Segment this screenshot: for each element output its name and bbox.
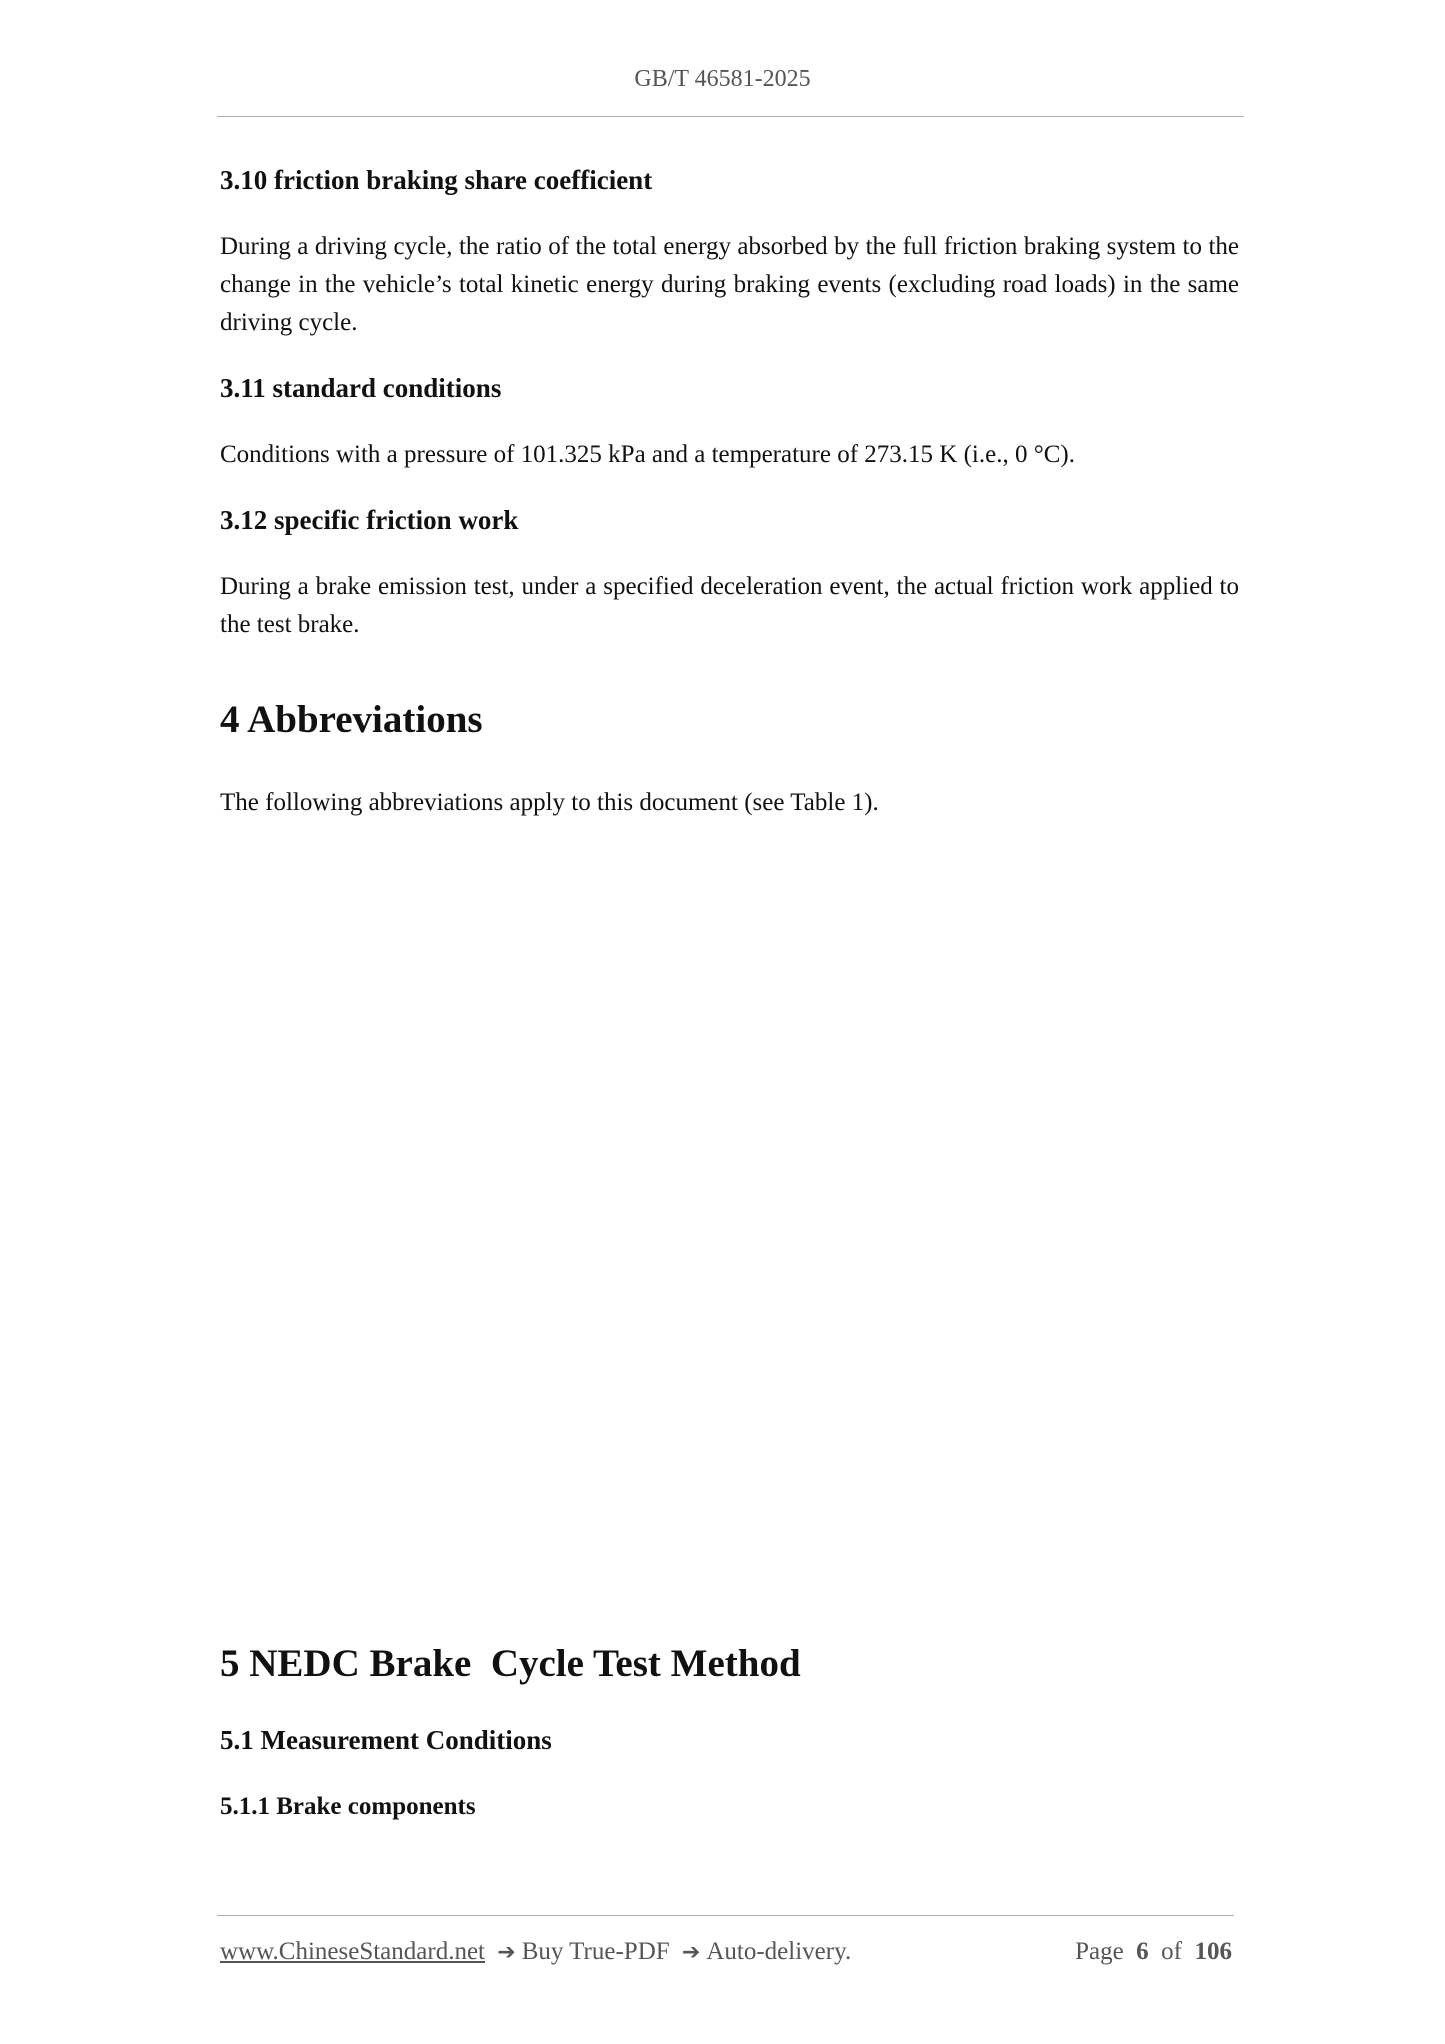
section-3-12-body: During a brake emission test, under a specified deceleration event, the actual friction work applied to the test brake. bbox=[220, 573, 1239, 638]
document-header-title: GB/T 46581-2025 bbox=[634, 66, 811, 92]
of-label: of bbox=[1161, 1938, 1182, 1965]
arrow-right-icon: ➔ bbox=[681, 1940, 701, 1965]
section-3-11-body: Conditions with a pressure of 101.325 kPa and a temperature of 273.15 K (i.e., 0 °C). bbox=[220, 441, 1075, 468]
section-3-10-heading: 3.10 friction braking share coefficient bbox=[220, 165, 653, 195]
section-5-1-heading: 5.1 Measurement Conditions bbox=[220, 1725, 552, 1755]
page-current: 6 bbox=[1136, 1938, 1149, 1965]
section-4-body: The following abbreviations apply to this document (see Table 1). bbox=[220, 789, 879, 816]
header-divider bbox=[217, 116, 1244, 117]
page-content bbox=[220, 162, 1239, 1824]
page-label: Page bbox=[1075, 1938, 1124, 1965]
section-3-10-body: During a driving cycle, the ratio of the total energy absorbed by the full friction braking system to the change in the vehicle’s total kinetic energy during braking events (excluding road loads) in the same driving cycle. bbox=[220, 233, 1239, 336]
buy-true-pdf-text: Buy True-PDF bbox=[521, 1938, 670, 1965]
section-3-12-heading: 3.12 specific friction work bbox=[220, 505, 519, 535]
page-total: 106 bbox=[1194, 1938, 1232, 1965]
arrow-right-icon: ➔ bbox=[497, 1940, 516, 1965]
auto-delivery-text: Auto-delivery. bbox=[706, 1938, 852, 1965]
section-5-heading: 5 NEDC Brake Cycle Test Method bbox=[220, 1642, 801, 1685]
blank-space bbox=[220, 822, 1239, 1640]
section-5-1-1-heading: 5.1.1 Brake components bbox=[220, 1793, 476, 1820]
footer-divider bbox=[217, 1915, 1234, 1916]
section-3-11-heading: 3.11 standard conditions bbox=[220, 373, 502, 403]
page-number bbox=[1075, 1938, 1232, 1966]
website-link[interactable]: www.ChineseStandard.net bbox=[220, 1938, 485, 1965]
section-4-heading: 4 Abbreviations bbox=[220, 698, 483, 741]
footer-promo bbox=[220, 1938, 851, 1966]
